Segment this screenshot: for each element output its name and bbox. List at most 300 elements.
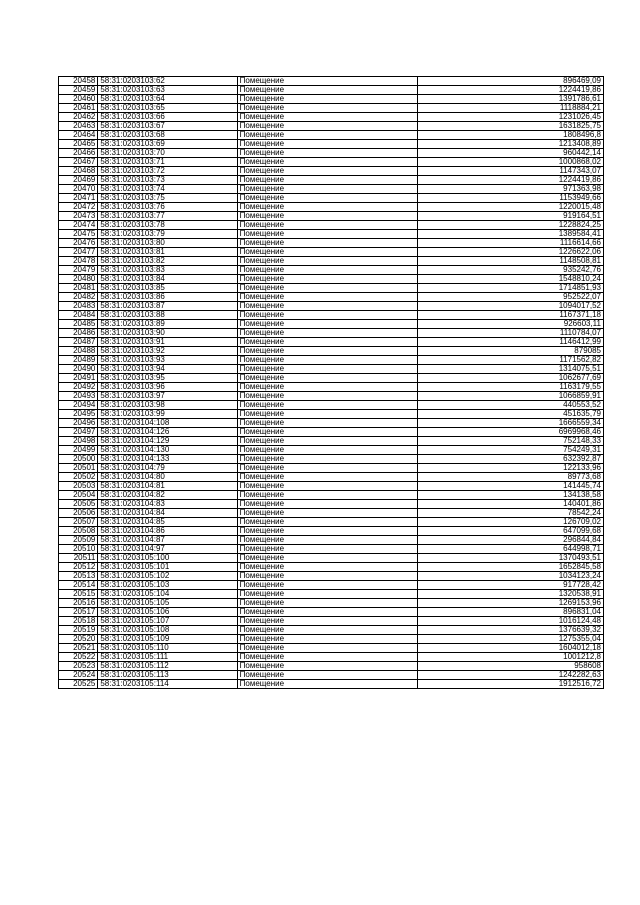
cadastral-number-cell: 58:31:0203103:83 [98, 266, 237, 275]
cadastral-number-cell: 58:31:0203104:85 [98, 518, 237, 527]
cadastral-value-cell: 89773,68 [418, 473, 604, 482]
object-type-cell: Помещение [237, 176, 418, 185]
object-type-cell: Помещение [237, 131, 418, 140]
cadastral-number-cell: 58:31:0203103:79 [98, 230, 237, 239]
cadastral-number-cell: 58:31:0203105:110 [98, 644, 237, 653]
row-number-cell: 20508 [59, 527, 98, 536]
table-row [59, 572, 604, 581]
table-row [59, 113, 604, 122]
cadastral-number-cell: 58:31:0203103:66 [98, 113, 237, 122]
table-row [59, 644, 604, 653]
object-type-cell: Помещение [237, 302, 418, 311]
cadastral-value-cell: 140401,86 [418, 500, 604, 509]
object-type-cell: Помещение [237, 230, 418, 239]
cadastral-number-cell: 58:31:0203103:85 [98, 284, 237, 293]
row-number-cell: 20506 [59, 509, 98, 518]
table-row [59, 302, 604, 311]
cadastral-value-cell: 958608 [418, 662, 604, 671]
object-type-cell: Помещение [237, 572, 418, 581]
object-type-cell: Помещение [237, 266, 418, 275]
cadastral-number-cell: 58:31:0203105:101 [98, 563, 237, 572]
cadastral-value-cell: 1034123,24 [418, 572, 604, 581]
cadastral-value-cell: 1228824,25 [418, 221, 604, 230]
row-number-cell: 20525 [59, 680, 98, 689]
cadastral-value-cell: 754249,31 [418, 446, 604, 455]
table-row [59, 392, 604, 401]
row-number-cell: 20518 [59, 617, 98, 626]
table-row [59, 185, 604, 194]
cadastral-number-cell: 58:31:0203103:73 [98, 176, 237, 185]
row-number-cell: 20478 [59, 257, 98, 266]
table-row [59, 266, 604, 275]
table-row [59, 491, 604, 500]
object-type-cell: Помещение [237, 212, 418, 221]
cadastral-value-cell: 647099,68 [418, 527, 604, 536]
cadastral-number-cell: 58:31:0203105:100 [98, 554, 237, 563]
object-type-cell: Помещение [237, 671, 418, 680]
object-type-cell: Помещение [237, 410, 418, 419]
object-type-cell: Помещение [237, 284, 418, 293]
cadastral-number-cell: 58:31:0203103:99 [98, 410, 237, 419]
row-number-cell: 20523 [59, 662, 98, 671]
table-row [59, 671, 604, 680]
object-type-cell: Помещение [237, 275, 418, 284]
cadastral-number-cell: 58:31:0203105:109 [98, 635, 237, 644]
cadastral-value-cell: 296844,84 [418, 536, 604, 545]
table-row [59, 608, 604, 617]
table-row [59, 293, 604, 302]
row-number-cell: 20514 [59, 581, 98, 590]
cadastral-value-cell: 1389584,41 [418, 230, 604, 239]
cadastral-value-cell: 1376639,32 [418, 626, 604, 635]
cadastral-value-cell: 1631825,75 [418, 122, 604, 131]
object-type-cell: Помещение [237, 113, 418, 122]
row-number-cell: 20471 [59, 194, 98, 203]
row-number-cell: 20462 [59, 113, 98, 122]
object-type-cell: Помещение [237, 608, 418, 617]
cadastral-value-cell: 960442,14 [418, 149, 604, 158]
row-number-cell: 20513 [59, 572, 98, 581]
object-type-cell: Помещение [237, 401, 418, 410]
cadastral-number-cell: 58:31:0203104:130 [98, 446, 237, 455]
row-number-cell: 20488 [59, 347, 98, 356]
cadastral-value-cell: 1001212,8 [418, 653, 604, 662]
row-number-cell: 20519 [59, 626, 98, 635]
table-row [59, 320, 604, 329]
row-number-cell: 20472 [59, 203, 98, 212]
object-type-cell: Помещение [237, 374, 418, 383]
table-row [59, 158, 604, 167]
table-row [59, 653, 604, 662]
row-number-cell: 20479 [59, 266, 98, 275]
table-row [59, 500, 604, 509]
object-type-cell: Помещение [237, 509, 418, 518]
row-number-cell: 20497 [59, 428, 98, 437]
row-number-cell: 20484 [59, 311, 98, 320]
row-number-cell: 20512 [59, 563, 98, 572]
cadastral-number-cell: 58:31:0203103:88 [98, 311, 237, 320]
row-number-cell: 20500 [59, 455, 98, 464]
row-number-cell: 20460 [59, 95, 98, 104]
table-row [59, 518, 604, 527]
cadastral-value-cell: 1163179,55 [418, 383, 604, 392]
object-type-cell: Помещение [237, 203, 418, 212]
row-number-cell: 20458 [59, 77, 98, 86]
cadastral-value-cell: 632392,87 [418, 455, 604, 464]
object-type-cell: Помещение [237, 464, 418, 473]
table-row [59, 284, 604, 293]
table-row [59, 419, 604, 428]
table-row [59, 212, 604, 221]
table-row [59, 338, 604, 347]
cadastral-value-cell: 896469,09 [418, 77, 604, 86]
cadastral-number-cell: 58:31:0203105:113 [98, 671, 237, 680]
cadastral-number-cell: 58:31:0203103:62 [98, 77, 237, 86]
object-type-cell: Помещение [237, 392, 418, 401]
cadastral-value-cell: 1146412,99 [418, 338, 604, 347]
table-row [59, 311, 604, 320]
row-number-cell: 20465 [59, 140, 98, 149]
cadastral-value-cell: 1242282,63 [418, 671, 604, 680]
object-type-cell: Помещение [237, 563, 418, 572]
cadastral-value-cell: 1912516,72 [418, 680, 604, 689]
row-number-cell: 20476 [59, 239, 98, 248]
object-type-cell: Помещение [237, 527, 418, 536]
cadastral-value-cell: 1231026,45 [418, 113, 604, 122]
object-type-cell: Помещение [237, 248, 418, 257]
object-type-cell: Помещение [237, 257, 418, 266]
table-row [59, 635, 604, 644]
object-type-cell: Помещение [237, 311, 418, 320]
cadastral-number-cell: 58:31:0203103:67 [98, 122, 237, 131]
cadastral-value-cell: 879085 [418, 347, 604, 356]
row-number-cell: 20477 [59, 248, 98, 257]
cadastral-number-cell: 58:31:0203103:89 [98, 320, 237, 329]
cadastral-number-cell: 58:31:0203103:78 [98, 221, 237, 230]
row-number-cell: 20482 [59, 293, 98, 302]
table-row [59, 410, 604, 419]
row-number-cell: 20520 [59, 635, 98, 644]
row-number-cell: 20492 [59, 383, 98, 392]
cadastral-number-cell: 58:31:0203103:92 [98, 347, 237, 356]
table-row [59, 275, 604, 284]
cadastral-value-cell: 141445,74 [418, 482, 604, 491]
cadastral-value-cell: 952522,07 [418, 293, 604, 302]
table-row [59, 230, 604, 239]
cadastral-number-cell: 58:31:0203104:83 [98, 500, 237, 509]
object-type-cell: Помещение [237, 86, 418, 95]
row-number-cell: 20470 [59, 185, 98, 194]
cadastral-value-cell: 1147343,07 [418, 167, 604, 176]
cadastral-number-cell: 58:31:0203103:90 [98, 329, 237, 338]
table-row [59, 221, 604, 230]
object-type-cell: Помещение [237, 122, 418, 131]
object-type-cell: Помещение [237, 491, 418, 500]
row-number-cell: 20474 [59, 221, 98, 230]
cadastral-value-cell: 1224419,86 [418, 86, 604, 95]
table-row [59, 131, 604, 140]
cadastral-number-cell: 58:31:0203103:86 [98, 293, 237, 302]
cadastral-value-cell: 1213408,89 [418, 140, 604, 149]
row-number-cell: 20511 [59, 554, 98, 563]
data-table [58, 76, 604, 689]
table-row [59, 464, 604, 473]
cadastral-number-cell: 58:31:0203103:96 [98, 383, 237, 392]
table-row [59, 437, 604, 446]
row-number-cell: 20510 [59, 545, 98, 554]
row-number-cell: 20499 [59, 446, 98, 455]
cadastral-value-cell: 917728,42 [418, 581, 604, 590]
cadastral-number-cell: 58:31:0203105:111 [98, 653, 237, 662]
table-row [59, 617, 604, 626]
object-type-cell: Помещение [237, 158, 418, 167]
table-row [59, 203, 604, 212]
row-number-cell: 20517 [59, 608, 98, 617]
cadastral-value-cell: 1320538,91 [418, 590, 604, 599]
row-number-cell: 20502 [59, 473, 98, 482]
cadastral-number-cell: 58:31:0203103:74 [98, 185, 237, 194]
row-number-cell: 20466 [59, 149, 98, 158]
object-type-cell: Помещение [237, 617, 418, 626]
table-row [59, 329, 604, 338]
cadastral-number-cell: 58:31:0203104:82 [98, 491, 237, 500]
cadastral-value-cell: 1220015,48 [418, 203, 604, 212]
table-row [59, 590, 604, 599]
cadastral-value-cell: 896831,04 [418, 608, 604, 617]
table-row [59, 536, 604, 545]
row-number-cell: 20467 [59, 158, 98, 167]
row-number-cell: 20459 [59, 86, 98, 95]
cadastral-number-cell: 58:31:0203104:126 [98, 428, 237, 437]
cadastral-number-cell: 58:31:0203105:103 [98, 581, 237, 590]
cadastral-value-cell: 935242,76 [418, 266, 604, 275]
cadastral-number-cell: 58:31:0203104:81 [98, 482, 237, 491]
object-type-cell: Помещение [237, 320, 418, 329]
cadastral-number-cell: 58:31:0203103:63 [98, 86, 237, 95]
object-type-cell: Помещение [237, 149, 418, 158]
row-number-cell: 20505 [59, 500, 98, 509]
cadastral-value-cell: 1000868,02 [418, 158, 604, 167]
cadastral-value-cell: 440553,52 [418, 401, 604, 410]
object-type-cell: Помещение [237, 194, 418, 203]
row-number-cell: 20486 [59, 329, 98, 338]
row-number-cell: 20515 [59, 590, 98, 599]
row-number-cell: 20524 [59, 671, 98, 680]
cadastral-value-cell: 926603,11 [418, 320, 604, 329]
table-row [59, 77, 604, 86]
row-number-cell: 20461 [59, 104, 98, 113]
object-type-cell: Помещение [237, 419, 418, 428]
cadastral-number-cell: 58:31:0203104:80 [98, 473, 237, 482]
object-type-cell: Помещение [237, 437, 418, 446]
object-type-cell: Помещение [237, 140, 418, 149]
object-type-cell: Помещение [237, 473, 418, 482]
object-type-cell: Помещение [237, 329, 418, 338]
cadastral-value-cell: 1118884,21 [418, 104, 604, 113]
table-row [59, 122, 604, 131]
table-row [59, 104, 604, 113]
table-row [59, 149, 604, 158]
row-number-cell: 20504 [59, 491, 98, 500]
row-number-cell: 20481 [59, 284, 98, 293]
object-type-cell: Помещение [237, 662, 418, 671]
cadastral-value-cell: 1652845,58 [418, 563, 604, 572]
cadastral-value-cell: 1153949,66 [418, 194, 604, 203]
cadastral-value-cell: 122133,96 [418, 464, 604, 473]
table-row [59, 662, 604, 671]
cadastral-number-cell: 58:31:0203103:95 [98, 374, 237, 383]
row-number-cell: 20522 [59, 653, 98, 662]
cadastral-number-cell: 58:31:0203104:79 [98, 464, 237, 473]
cadastral-number-cell: 58:31:0203105:108 [98, 626, 237, 635]
object-type-cell: Помещение [237, 383, 418, 392]
cadastral-value-cell: 1275355,04 [418, 635, 604, 644]
cadastral-value-cell: 919164,51 [418, 212, 604, 221]
cadastral-number-cell: 58:31:0203105:112 [98, 662, 237, 671]
table-row [59, 86, 604, 95]
object-type-cell: Помещение [237, 338, 418, 347]
object-type-cell: Помещение [237, 554, 418, 563]
row-number-cell: 20507 [59, 518, 98, 527]
row-number-cell: 20509 [59, 536, 98, 545]
object-type-cell: Помещение [237, 347, 418, 356]
table-row [59, 599, 604, 608]
cadastral-value-cell: 126709,02 [418, 518, 604, 527]
cadastral-number-cell: 58:31:0203104:97 [98, 545, 237, 554]
object-type-cell: Помещение [237, 428, 418, 437]
cadastral-value-cell: 1808496,8 [418, 131, 604, 140]
cadastral-value-cell: 1269153,96 [418, 599, 604, 608]
cadastral-value-cell: 1391786,61 [418, 95, 604, 104]
table-row [59, 176, 604, 185]
table-row [59, 473, 604, 482]
cadastral-number-cell: 58:31:0203103:97 [98, 392, 237, 401]
table-row [59, 383, 604, 392]
cadastral-value-cell: 1548810,24 [418, 275, 604, 284]
table-row [59, 626, 604, 635]
cadastral-number-cell: 58:31:0203104:133 [98, 455, 237, 464]
object-type-cell: Помещение [237, 545, 418, 554]
table-row [59, 563, 604, 572]
cadastral-value-cell: 134138,58 [418, 491, 604, 500]
cadastral-number-cell: 58:31:0203103:71 [98, 158, 237, 167]
cadastral-value-cell: 1171562,82 [418, 356, 604, 365]
row-number-cell: 20501 [59, 464, 98, 473]
row-number-cell: 20494 [59, 401, 98, 410]
object-type-cell: Помещение [237, 536, 418, 545]
table-row [59, 140, 604, 149]
object-type-cell: Помещение [237, 500, 418, 509]
row-number-cell: 20493 [59, 392, 98, 401]
table-row [59, 482, 604, 491]
cadastral-value-cell: 1666559,34 [418, 419, 604, 428]
cadastral-number-cell: 58:31:0203104:87 [98, 536, 237, 545]
table-row [59, 446, 604, 455]
row-number-cell: 20473 [59, 212, 98, 221]
cadastral-value-cell: 1062677,69 [418, 374, 604, 383]
cadastral-number-cell: 58:31:0203103:94 [98, 365, 237, 374]
cadastral-number-cell: 58:31:0203103:80 [98, 239, 237, 248]
cadastral-number-cell: 58:31:0203103:93 [98, 356, 237, 365]
table-row [59, 527, 604, 536]
table-row [59, 239, 604, 248]
row-number-cell: 20487 [59, 338, 98, 347]
cadastral-value-cell: 1016124,48 [418, 617, 604, 626]
object-type-cell: Помещение [237, 365, 418, 374]
cadastral-value-cell: 451635,79 [418, 410, 604, 419]
cadastral-number-cell: 58:31:0203103:72 [98, 167, 237, 176]
object-type-cell: Помещение [237, 635, 418, 644]
object-type-cell: Помещение [237, 446, 418, 455]
cadastral-value-cell: 1224419,86 [418, 176, 604, 185]
cadastral-number-cell: 58:31:0203103:65 [98, 104, 237, 113]
cadastral-value-cell: 1167371,18 [418, 311, 604, 320]
cadastral-number-cell: 58:31:0203103:75 [98, 194, 237, 203]
table-row [59, 545, 604, 554]
table-row [59, 374, 604, 383]
table-row [59, 167, 604, 176]
object-type-cell: Помещение [237, 680, 418, 689]
cadastral-number-cell: 58:31:0203103:87 [98, 302, 237, 311]
cadastral-value-cell: 78542,24 [418, 509, 604, 518]
cadastral-value-cell: 1148508,81 [418, 257, 604, 266]
table-row [59, 554, 604, 563]
object-type-cell: Помещение [237, 293, 418, 302]
row-number-cell: 20503 [59, 482, 98, 491]
table-row [59, 365, 604, 374]
cadastral-value-cell: 1116614,66 [418, 239, 604, 248]
cadastral-number-cell: 58:31:0203105:102 [98, 572, 237, 581]
cadastral-number-cell: 58:31:0203103:77 [98, 212, 237, 221]
table-row [59, 581, 604, 590]
cadastral-number-cell: 58:31:0203103:69 [98, 140, 237, 149]
object-type-cell: Помещение [237, 482, 418, 491]
object-type-cell: Помещение [237, 167, 418, 176]
object-type-cell: Помещение [237, 599, 418, 608]
cadastral-number-cell: 58:31:0203105:114 [98, 680, 237, 689]
cadastral-value-cell: 971363,98 [418, 185, 604, 194]
row-number-cell: 20490 [59, 365, 98, 374]
table-row [59, 509, 604, 518]
table-row [59, 257, 604, 266]
row-number-cell: 20468 [59, 167, 98, 176]
cadastral-number-cell: 58:31:0203103:68 [98, 131, 237, 140]
table-row [59, 95, 604, 104]
row-number-cell: 20469 [59, 176, 98, 185]
object-type-cell: Помещение [237, 356, 418, 365]
object-type-cell: Помещение [237, 239, 418, 248]
cadastral-number-cell: 58:31:0203104:108 [98, 419, 237, 428]
cadastral-number-cell: 58:31:0203104:86 [98, 527, 237, 536]
row-number-cell: 20498 [59, 437, 98, 446]
cadastral-value-cell: 1066859,91 [418, 392, 604, 401]
object-type-cell: Помещение [237, 626, 418, 635]
row-number-cell: 20491 [59, 374, 98, 383]
cadastral-value-cell: 644998,71 [418, 545, 604, 554]
object-type-cell: Помещение [237, 221, 418, 230]
table-row [59, 347, 604, 356]
cadastral-number-cell: 58:31:0203103:76 [98, 203, 237, 212]
object-type-cell: Помещение [237, 644, 418, 653]
cadastral-number-cell: 58:31:0203105:105 [98, 599, 237, 608]
row-number-cell: 20475 [59, 230, 98, 239]
table-row [59, 455, 604, 464]
cadastral-value-cell: 6969968,46 [418, 428, 604, 437]
cadastral-value-cell: 1094017,52 [418, 302, 604, 311]
cadastral-number-cell: 58:31:0203104:84 [98, 509, 237, 518]
cadastral-number-cell: 58:31:0203103:98 [98, 401, 237, 410]
table-row [59, 401, 604, 410]
